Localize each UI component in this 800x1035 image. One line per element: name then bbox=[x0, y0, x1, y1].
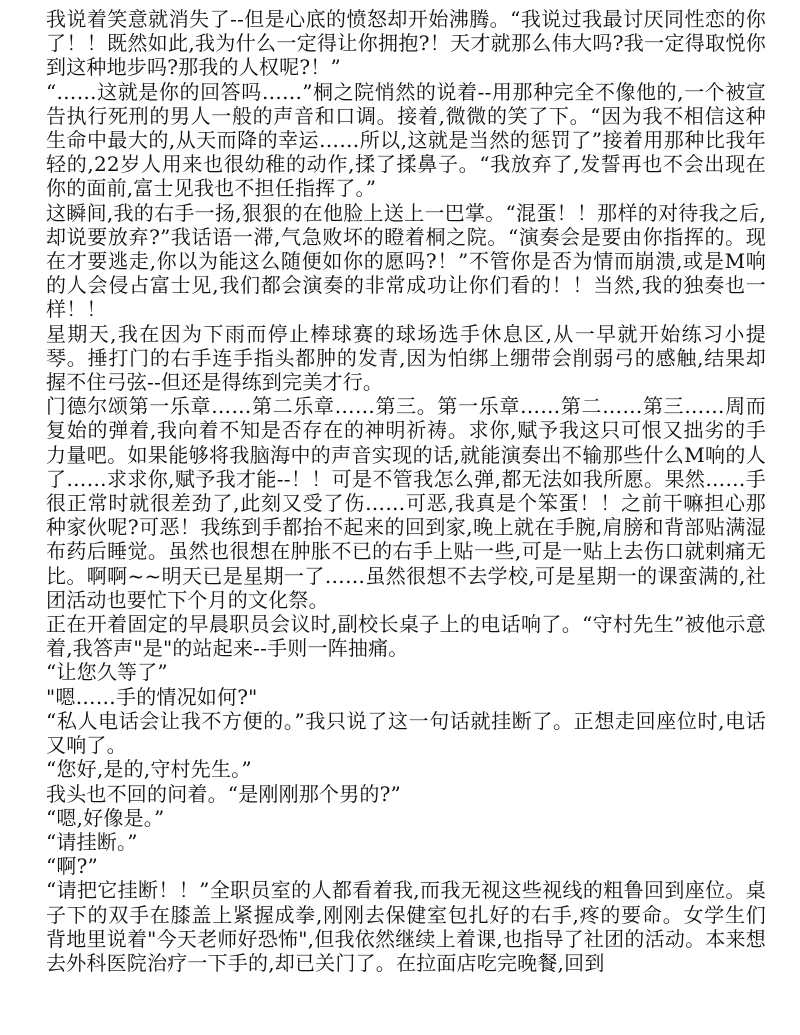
dialogue-line-5: “请挂断。” bbox=[46, 829, 138, 854]
dialogue-line-1: “让您久等了” bbox=[46, 660, 168, 685]
paragraph-9: “请把它挂断！！”全职员室的人都看着我,而我无视这些视线的粗鲁回到座位。桌子下的双手在膝盖上紧握成拳,刚刚去保健室包扎好的右手,疼的要命。女学生们背地里说着"今天老师好恐怖",但我依然继续上着课,也指导了社团的活动。本来想去外科医院治疗一下手的,却已关门了。在拉面店吃完晚餐,回到 bbox=[46, 878, 766, 975]
paragraph-5: 门德尔颂第一乐章……第二乐章……第三。第一乐章……第二……第三……周而复始的弹着,我向着不知是否存在的神明祈祷。求你,赋予我这只可恨又拙劣的手力量吧。如果能够将我脑海中的声音实现的话,就能演奏出不输那些什么M响的人了……求求你,赋予我才能--！！可是不管我怎么弹,都无法如我所愿。果然……手很正常时就很差劲了,此刻又受了伤……可恶,我真是个笨蛋！！之前干嘛担心那种家伙呢?可恶！我练到手都抬不起来的回到家,晚上就在手腕,肩膀和背部贴满湿布药后睡觉。虽然也很想在肿胀不已的右手上贴一些,可是一贴上去伤口就刺痛无比。啊啊~~明天已是星期一了……虽然很想不去学校,可是星期一的课蛮满的,社团活动也要忙下个月的文化祭。 bbox=[46, 394, 766, 612]
document-page bbox=[46, 7, 766, 975]
dialogue-line-3: “您好,是的,守村先生。” bbox=[46, 757, 252, 782]
dialogue-line-2: "嗯……手的情况如何?" bbox=[46, 684, 258, 709]
paragraph-7: “私人电话会让我不方便的。”我只说了这一句话就挂断了。正想走回座位时,电话又响了。 bbox=[46, 708, 766, 758]
paragraph-6: 正在开着固定的早晨职员会议时,副校长桌子上的电话响了。“守村先生”被他示意着,我答声"是"的站起来--手则一阵抽痛。 bbox=[46, 612, 766, 661]
paragraph-2: “……这就是你的回答吗……”桐之院悄然的说着--用那种完全不像他的,一个被宣告执行死刑的男人一般的声音和口调。接着,微微的笑了下。“因为我不相信这种生命中最大的,从天而降的幸运……所以,这就是当然的惩罚了”接着用那种比我年轻的,22岁人用来也很幼稚的动作,揉了揉鼻子。“我放弃了,发誓再也不会出现在你的面前,富士见我也不担任指挥了。” bbox=[46, 79, 766, 201]
dialogue-line-4: “嗯,好像是。” bbox=[46, 805, 165, 830]
paragraph-4: 星期天,我在因为下雨而停止棒球赛的球场选手休息区,从一早就开始练习小提琴。捶打门的右手连手指头都肿的发青,因为怕绑上绷带会削弱弓的感触,结果却握不住弓弦--但还是得练到完美才行。 bbox=[46, 321, 766, 395]
dialogue-line-6: “啊?” bbox=[46, 854, 98, 879]
paragraph-1: 我说着笑意就消失了--但是心底的愤怒却开始沸腾。“我说过我最讨厌同性恋的你了！！既然如此,我为什么一定得让你拥抱?！天才就那么伟大吗?我一定得取悦你到这种地步吗?那我的人权呢?！” bbox=[46, 7, 766, 80]
paragraph-3: 这瞬间,我的右手一扬,狠狠的在他脸上送上一巴掌。“混蛋！！那样的对待我之后,却说要放弃?”我话语一滞,气急败坏的瞪着桐之院。“演奏会是要由你指挥的。现在才要逃走,你以为能这么随便如你的愿吗?！”不管你是否为情而崩溃,或是M响的人会侵占富士见,我们都会演奏的非常成功让你们看的！！当然,我的独奏也一样！！ bbox=[46, 200, 766, 322]
paragraph-8: 我头也不回的问着。“是刚刚那个男的?” bbox=[46, 781, 401, 806]
